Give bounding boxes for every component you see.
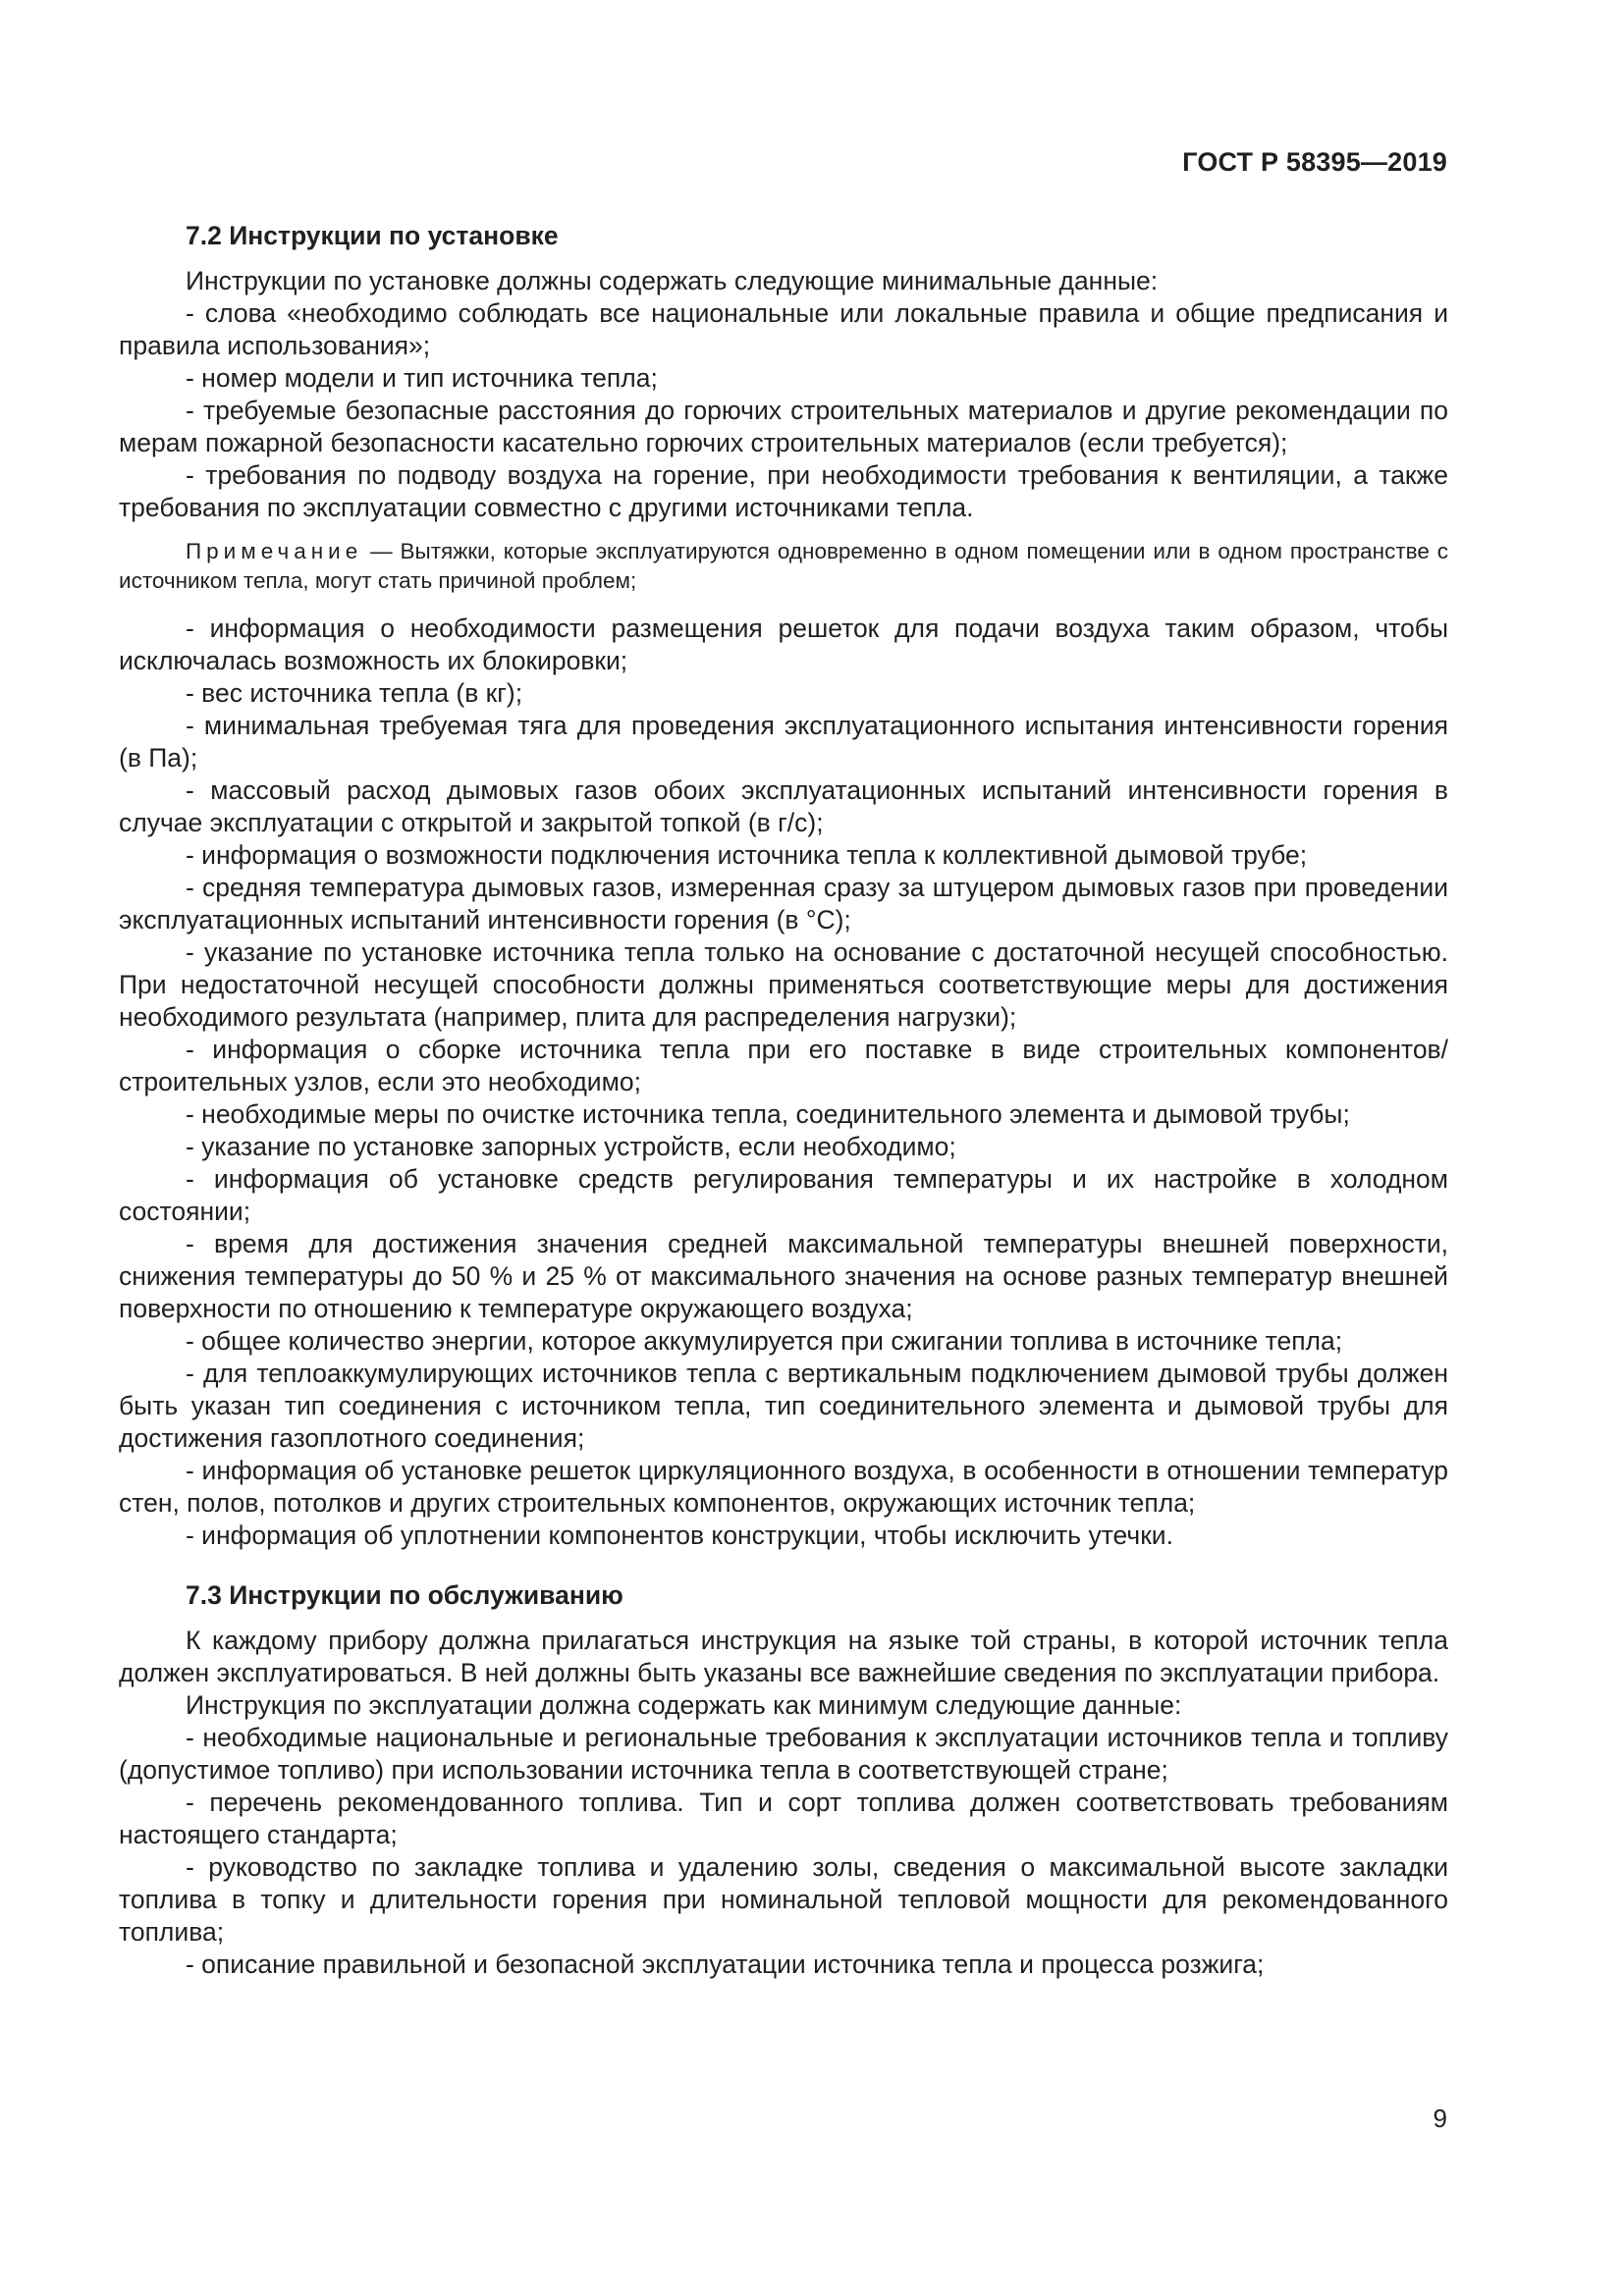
section-spacer (119, 1564, 1448, 1579)
list-item: - описание правильной и безопасной эксплуатации источника тепла и процесса розжига; (186, 1949, 1265, 1979)
section-intro: Инструкции по установке должны содержать следующие минимальные данные: (186, 266, 1159, 295)
list-item: - необходимые национальные и региональные требования к эксплуатации источников тепла и топливу (допустимое топливо) при использовании источника тепла в соответствующей стране; (119, 1723, 1448, 1785)
list-item: - средняя температура дымовых газов, измеренная сразу за штуцером дымовых газов при проведении эксплуатационных испытаний интенсивности горения (в °С); (119, 873, 1448, 934)
section-7-2 (119, 220, 1448, 1552)
list-item: - информация о возможности подключения источника тепла к коллективной дымовой трубе; (186, 840, 1308, 870)
list-item: - информация об установке средств регулирования температуры и их настройке в холодном состоянии; (119, 1164, 1448, 1226)
section-7-3 (119, 1579, 1448, 1981)
list-item: - требования по подводу воздуха на горение, при необходимости требования к вентиляции, а также требования по эксплуатации совместно с другими источниками тепла. (119, 460, 1448, 522)
list-item: - необходимые меры по очистке источника тепла, соединительного элемента и дымовой трубы; (186, 1099, 1350, 1129)
page-content (119, 220, 1448, 1981)
list-item: - информация о сборке источника тепла при его поставке в виде строительных компонентов/строительных узлов, если это необходимо; (119, 1035, 1448, 1096)
list-item: - перечень рекомендованного топлива. Тип и сорт топлива должен соответствовать требованиям настоящего стандарта; (119, 1788, 1448, 1849)
list-item: - минимальная требуемая тяга для проведения эксплуатационного испытания интенсивности горения (в Па); (119, 711, 1448, 773)
list-item: - информация о необходимости размещения решеток для подачи воздуха таким образом, чтобы исключалась возможность их блокировки; (119, 614, 1448, 675)
standard-code: ГОСТ Р 58395—2019 (1182, 147, 1447, 177)
note-text: — Вытяжки, которые эксплуатируются одновременно в одном помещении или в одном пространстве с источником тепла, могут стать причиной проблем; (119, 539, 1448, 593)
list-item: - для теплоаккумулирующих источников тепла с вертикальным подключением дымовой трубы должен быть указан тип соединения с источником тепла, тип соединительного элемента и дымовой трубы для достижения газоплотного соединения; (119, 1359, 1448, 1453)
list-item: - информация об уплотнении компонентов конструкции, чтобы исключить утечки. (186, 1521, 1173, 1550)
section-heading: 7.3 Инструкции по обслуживанию (186, 1580, 623, 1610)
list-item: - номер модели и тип источника тепла; (186, 363, 658, 393)
list-item: - массовый расход дымовых газов обоих эксплуатационных испытаний интенсивности горения в случае эксплуатации с открытой и закрытой топкой (в г/с); (119, 775, 1448, 837)
list-item: - вес источника тепла (в кг); (186, 678, 523, 708)
list-item: - указание по установке источника тепла только на основание с достаточной несущей способностью. При недостаточной несущей способности должны применяться соответствующие меры для достижения необходимого результата (например, плита для распределения нагрузки); (119, 937, 1448, 1032)
list-item: - руководство по закладке топлива и удалению золы, сведения о максимальной высоте закладки топлива в топку и длительности горения при номинальной тепловой мощности для рекомендованного топлива; (119, 1852, 1448, 1947)
list-item: - требуемые безопасные расстояния до горючих строительных материалов и другие рекомендации по мерам пожарной безопасности касательно горючих строительных материалов (если требуется); (119, 396, 1448, 457)
note (119, 537, 1448, 596)
list-item: - общее количество энергии, которое аккумулируется при сжигании топлива в источнике тепла; (186, 1326, 1343, 1356)
list-item: - слова «необходимо соблюдать все национальные или локальные правила и общие предписания и правила использования»; (119, 298, 1448, 360)
section-heading: 7.2 Инструкции по установке (186, 221, 559, 250)
list-item: - указание по установке запорных устройств, если необходимо; (186, 1132, 956, 1161)
page-number: 9 (1433, 2104, 1447, 2133)
note-label: Примечание (186, 539, 363, 563)
paragraph: Инструкция по эксплуатации должна содержать как минимум следующие данные: (186, 1690, 1182, 1720)
list-item: - время для достижения значения средней максимальной температуры внешней поверхности, снижения температуры до 50 % и 25 % от максимального значения на основе разных температур внешней поверхности по отношению к температуре окружающего воздуха; (119, 1229, 1448, 1323)
paragraph: К каждому прибору должна прилагаться инструкция на языке той страны, в которой источник тепла должен эксплуатироваться. В ней должны быть указаны все важнейшие сведения по эксплуатации прибора. (119, 1626, 1448, 1687)
list-item: - информация об установке решеток циркуляционного воздуха, в особенности в отношении температур стен, полов, потолков и других строительных компонентов, окружающих источник тепла; (119, 1456, 1448, 1518)
